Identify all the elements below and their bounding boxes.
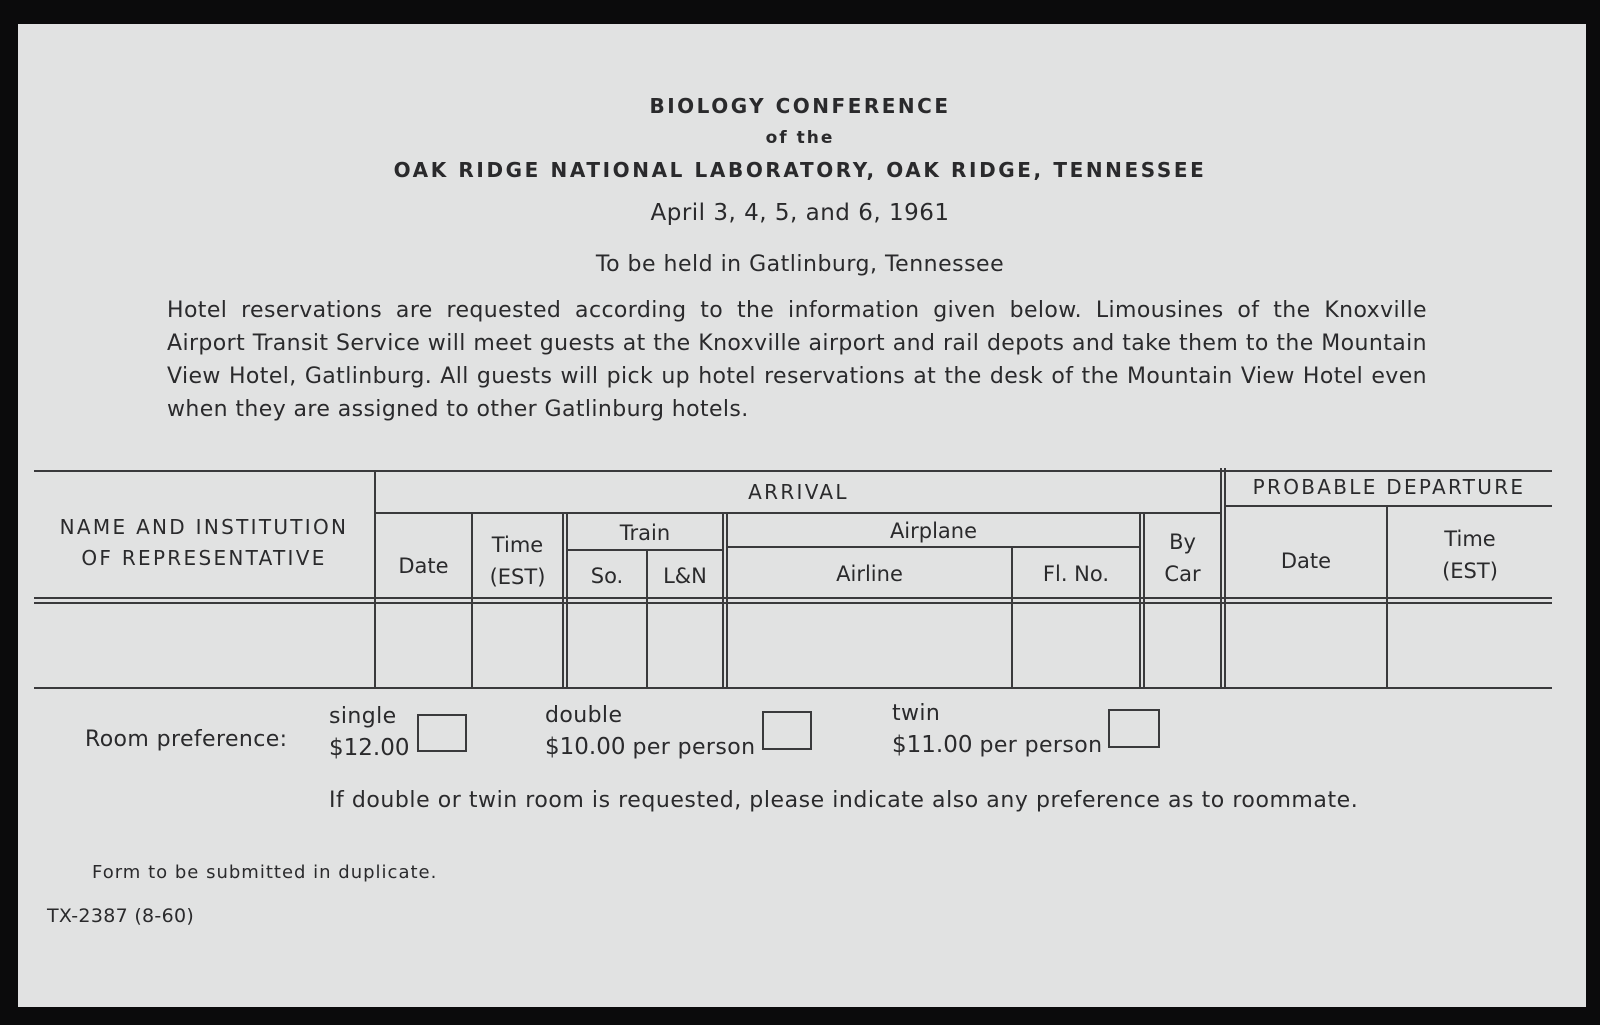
departure-date-label: Date: [1280, 549, 1332, 573]
departure-time-label: Time: [1444, 527, 1496, 551]
arrival-date-label: Date: [398, 554, 449, 578]
double-room-price-line: [545, 734, 755, 760]
representative-label: OF REPRESENTATIVE: [81, 546, 327, 570]
entry-airline-cell[interactable]: [728, 604, 1011, 687]
submit-in-duplicate-note: Form to be submitted in duplicate.: [92, 862, 438, 883]
airplane-label: Airplane: [889, 519, 978, 543]
twin-room-per-person: per person: [979, 733, 1103, 758]
train-ln-label: L&N: [663, 564, 707, 588]
twin-room-price: $11.00: [892, 732, 973, 758]
table-bottom-rule: [34, 687, 1552, 689]
roommate-note: If double or twin room is requested, please indicate also any preference as to roommate.: [329, 788, 1359, 813]
conference-of: of the: [765, 128, 835, 148]
entry-departure-date-cell[interactable]: [1226, 604, 1386, 687]
single-room-label: single: [329, 704, 397, 729]
airline-label: Airline: [836, 562, 903, 586]
col-rule-flno-a: [1139, 512, 1141, 688]
twin-room-price-line: [892, 732, 1102, 758]
arrival-time-label: Time: [491, 533, 544, 557]
form-number: TX-2387 (8-60): [47, 905, 195, 927]
double-room-checkbox[interactable]: [762, 711, 812, 750]
name-institution-label: NAME AND INSTITUTION: [59, 515, 349, 539]
double-room-label: double: [545, 703, 623, 728]
train-under-rule: [566, 549, 724, 551]
twin-room-label: twin: [892, 701, 941, 726]
double-room-price: $10.00: [545, 734, 626, 760]
col-rule-ln-a: [722, 512, 724, 688]
entry-name-cell[interactable]: [34, 604, 374, 687]
arrival-under-rule: [375, 512, 1222, 514]
departure-time-zone-label: (EST): [1442, 559, 1498, 583]
header-double-rule-1: [34, 597, 1552, 599]
entry-arrival-time-cell[interactable]: [473, 604, 562, 687]
conference-dates: April 3, 4, 5, and 6, 1961: [650, 200, 950, 226]
entry-flight-number-cell[interactable]: [1013, 604, 1139, 687]
train-southern-label: So.: [590, 564, 624, 588]
entry-train-ln-cell[interactable]: [648, 604, 722, 687]
conference-title: BIOLOGY CONFERENCE: [649, 94, 951, 118]
intro-paragraph: Hotel reservations are requested according to the information given below. Limousines of the Knoxville Airport Transit Service will meet guests at the Knoxville airport and rail depots and take them to the Mountain View Hotel, Gatlinburg. All guests will pick up hotel reservations at the desk of the Mountain View Hotel even when they are assigned to other Gatlinburg hotels.: [167, 298, 1427, 422]
arrival-time-zone-label: (EST): [489, 565, 546, 589]
entry-train-so-cell[interactable]: [568, 604, 646, 687]
train-label: Train: [619, 521, 671, 545]
by-car-label-2: Car: [1164, 562, 1201, 586]
by-car-label: By: [1169, 530, 1196, 554]
entry-arrival-date-cell[interactable]: [376, 604, 471, 687]
entry-by-car-cell[interactable]: [1145, 604, 1220, 687]
departure-under-rule: [1226, 505, 1552, 507]
entry-departure-time-cell[interactable]: [1388, 604, 1552, 687]
double-room-per-person: per person: [632, 735, 756, 760]
arrival-label: ARRIVAL: [748, 480, 849, 504]
laboratory-name: OAK RIDGE NATIONAL LABORATORY, OAK RIDGE, TENNESSEE: [393, 158, 1207, 182]
twin-room-checkbox[interactable]: [1108, 709, 1160, 748]
single-room-price: $12.00: [329, 735, 410, 761]
col-rule-time-a: [562, 512, 564, 688]
probable-departure-label: PROBABLE DEPARTURE: [1252, 475, 1526, 499]
flight-number-label: Fl. No.: [1042, 562, 1110, 586]
room-preference-label: Room preference:: [85, 727, 288, 752]
single-room-checkbox[interactable]: [417, 714, 467, 752]
conference-location: To be held in Gatlinburg, Tennessee: [595, 252, 1005, 277]
